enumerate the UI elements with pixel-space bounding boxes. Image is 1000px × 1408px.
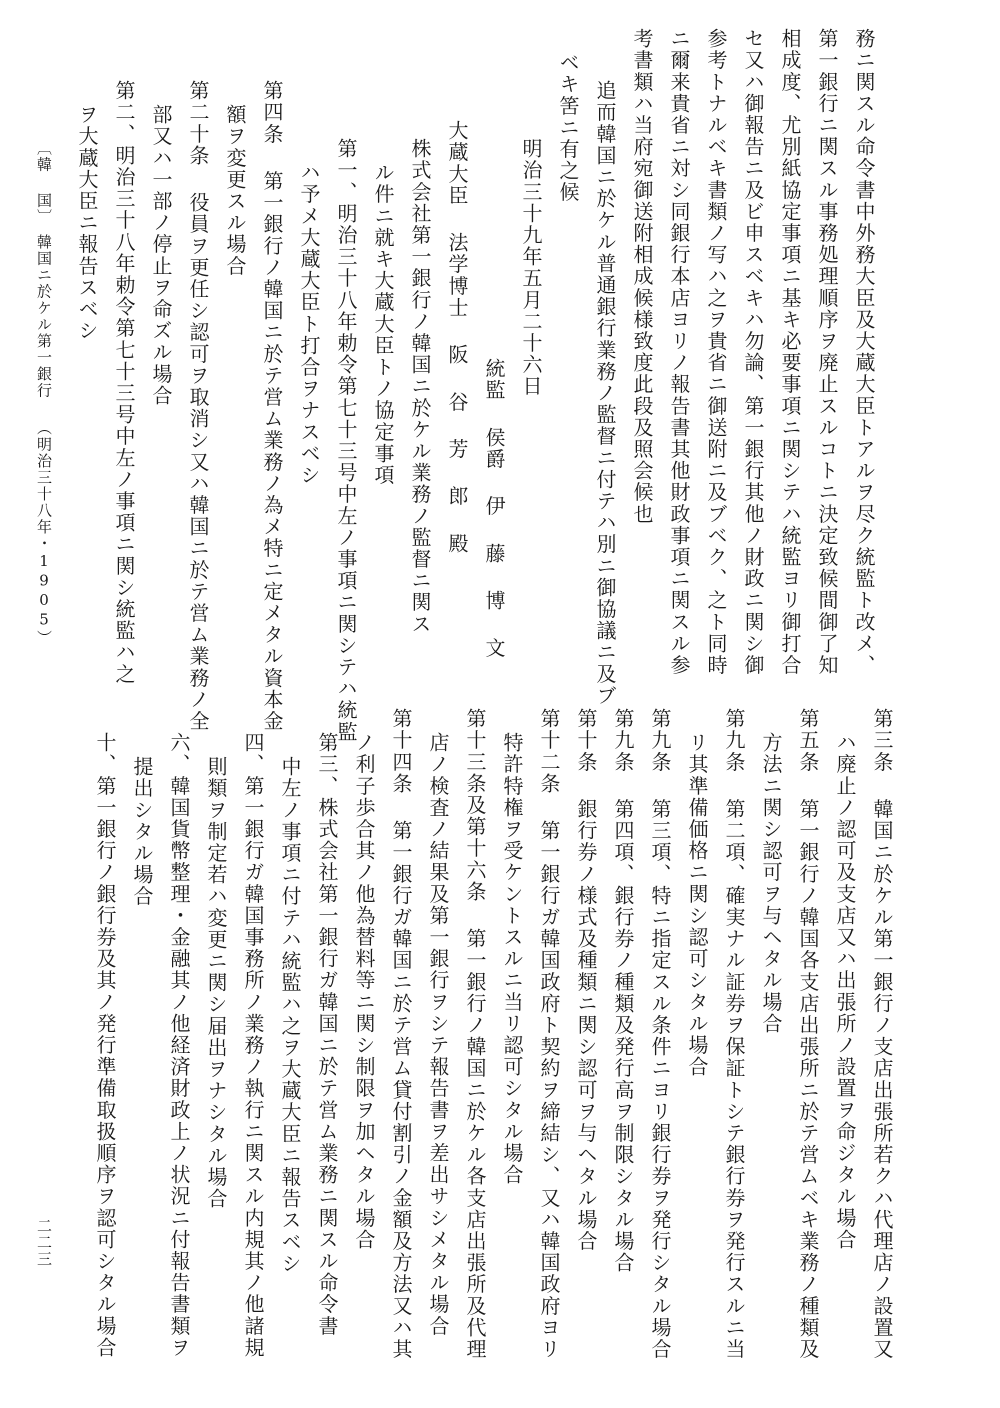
date-line: 明治三十九年五月二十六日	[519, 138, 543, 398]
top-line-20: 部又ハ一部ノ停止ヲ命ズル場合	[149, 104, 173, 407]
sender-line: 統監 侯爵 伊 藤 博 文	[482, 358, 506, 659]
top-line-18: 額ヲ変更スル場合	[223, 104, 247, 277]
bottom-line-14: 第十四条 第一銀行ガ韓国ニ於テ営ム貸付割引ノ金額及方法又ハ其	[389, 708, 413, 1360]
bottom-line-16: 第三、株式会社第一銀行ガ韓国ニ於テ営ム業務ニ関スル命令書	[315, 732, 339, 1337]
bottom-line-15: ノ利子歩合其ノ他為替料等ニ関シ制限ヲ加ヘタル場合	[352, 732, 376, 1251]
top-line-17: 第四条 第一銀行ノ韓国ニ於テ営ム業務ノ為メ特ニ定メタル資本金	[260, 80, 284, 732]
top-line-19: 第二十条 役員ヲ更任シ認可ヲ取消シ又ハ韓国ニ於テ営ム業務ノ全	[186, 80, 210, 732]
header-year: （明治三十八年・1905）	[35, 420, 53, 647]
bottom-line-3: 第五条 第一銀行ノ韓国各支店出張所ニ於テ営ムベキ業務ノ種類及	[796, 708, 820, 1360]
bottom-line-2: ハ廃止ノ認可及支店又ハ出張所ノ設置ヲ命ジタル場合	[833, 732, 857, 1251]
bottom-line-18: 四、第一銀行ガ韓国事務所ノ業務ノ執行ニ関スル内規其ノ他諸規	[241, 732, 265, 1359]
header-title: 韓国ニ於ケル第一銀行	[35, 234, 53, 399]
bottom-line-1: 第三条 韓国ニ於ケル第一銀行ノ支店出張所若クハ代理店ノ設置又	[870, 708, 894, 1360]
bottom-line-21: 提出シタル場合	[130, 756, 154, 908]
bottom-line-5: 第九条 第二項、確実ナル証券ヲ保証トシテ銀行券ヲ発行スルニ当	[722, 708, 746, 1360]
bottom-line-19: 則類ヲ制定若ハ変更ニ関シ届出ヲナシタル場合	[204, 756, 228, 1210]
top-line-3: 相成度、尤別紙協定事項ニ基キ必要事項ニ関シテハ統監ヨリ御打合	[778, 28, 802, 676]
bottom-line-9: 第十条 銀行券ノ様式及種類ニ関シ認可ヲ与ヘタル場合	[574, 708, 598, 1252]
bottom-line-4: 方法ニ関シ認可ヲ与ヘタル場合	[759, 732, 783, 1035]
bottom-line-17: 中左ノ事項ニ付テハ統監ハ之ヲ大蔵大臣ニ報告スベシ	[278, 756, 302, 1275]
bottom-line-22: 十、第一銀行ノ銀行券及其ノ発行準備取扱順序ヲ認可シタル場合	[93, 732, 117, 1359]
top-line-9: ベキ筈ニ有之候	[556, 52, 580, 204]
bottom-line-20: 六、韓国貨幣整理・金融其ノ他経済財政上ノ状況ニ付報告書類ヲ	[167, 732, 191, 1359]
top-line-7: 考書類ハ当府宛御送附相成候様致度此段及照会候也	[630, 28, 654, 525]
bottom-line-13: 店ノ検査ノ結果及第一銀行ヲシテ報告書ヲ差出サシメタル場合	[426, 732, 450, 1337]
top-line-5: 参考トナルベキ書類ノ写ハ之ヲ貴省ニ御送附ニ及ブベク、之ト同時	[704, 28, 728, 676]
bottom-line-7: 第九条 第三項、特ニ指定スル条件ニヨリ銀行券ヲ発行シタル場合	[648, 708, 672, 1360]
top-line-16: ハ予メ大蔵大臣ト打合ヲナスベシ	[297, 162, 321, 486]
page-number: 二二三	[35, 1218, 53, 1268]
bottom-line-10: 第十二条 第一銀行ガ韓国政府ト契約ヲ締結シ、又ハ韓国政府ヨリ	[537, 708, 561, 1360]
top-line-8: 追而韓国ニ於ケル普通銀行業務ノ監督ニ付テハ別ニ御協議ニ及ブ	[593, 80, 617, 707]
top-line-13: 株式会社第一銀行ノ韓国ニ於ケル業務ノ監督ニ関ス	[408, 138, 432, 635]
bottom-line-11: 特許特権ヲ受ケントスルニ当リ認可シタル場合	[500, 732, 524, 1186]
bottom-line-8: 第九条 第四項、銀行券ノ種類及発行高ヲ制限シタル場合	[611, 708, 635, 1274]
top-line-14: ル件ニ就キ大蔵大臣トノ協定事項	[371, 162, 395, 486]
top-line-6: ニ爾来貴省ニ対シ同銀行本店ヨリノ報告書其他財政事項ニ関スル参	[667, 28, 691, 676]
top-line-15: 第一、明治三十八年勅令第七十三号中左ノ事項ニ関シテハ統監	[334, 138, 358, 743]
top-line-2: 第一銀行ニ関スル事務処理順序ヲ廃止スルコトニ決定致候間御了知	[815, 28, 839, 676]
top-line-4: セ又ハ御報告ニ及ビ申スベキハ勿論、第一銀行其他ノ財政ニ関シ御	[741, 28, 765, 676]
header-category: 〔韓 国〕	[35, 140, 53, 226]
top-line-1: 務ニ関スル命令書中外務大臣及大蔵大臣トアルヲ尽ク統監ト改メ、	[852, 28, 876, 676]
top-line-22: ヲ大蔵大臣ニ報告スベシ	[75, 104, 99, 342]
recipient-line: 大蔵大臣 法学博士 阪 谷 芳 郎 殿	[445, 120, 469, 555]
bottom-line-6: リ其準備価格ニ関シ認可シタル場合	[685, 732, 709, 1078]
top-line-21: 第二、明治三十八年勅令第七十三号中左ノ事項ニ関シ統監ハ之	[112, 80, 136, 685]
bottom-line-12: 第十三条及第十六条 第一銀行ノ韓国ニ於ケル各支店出張所及代理	[463, 708, 487, 1360]
